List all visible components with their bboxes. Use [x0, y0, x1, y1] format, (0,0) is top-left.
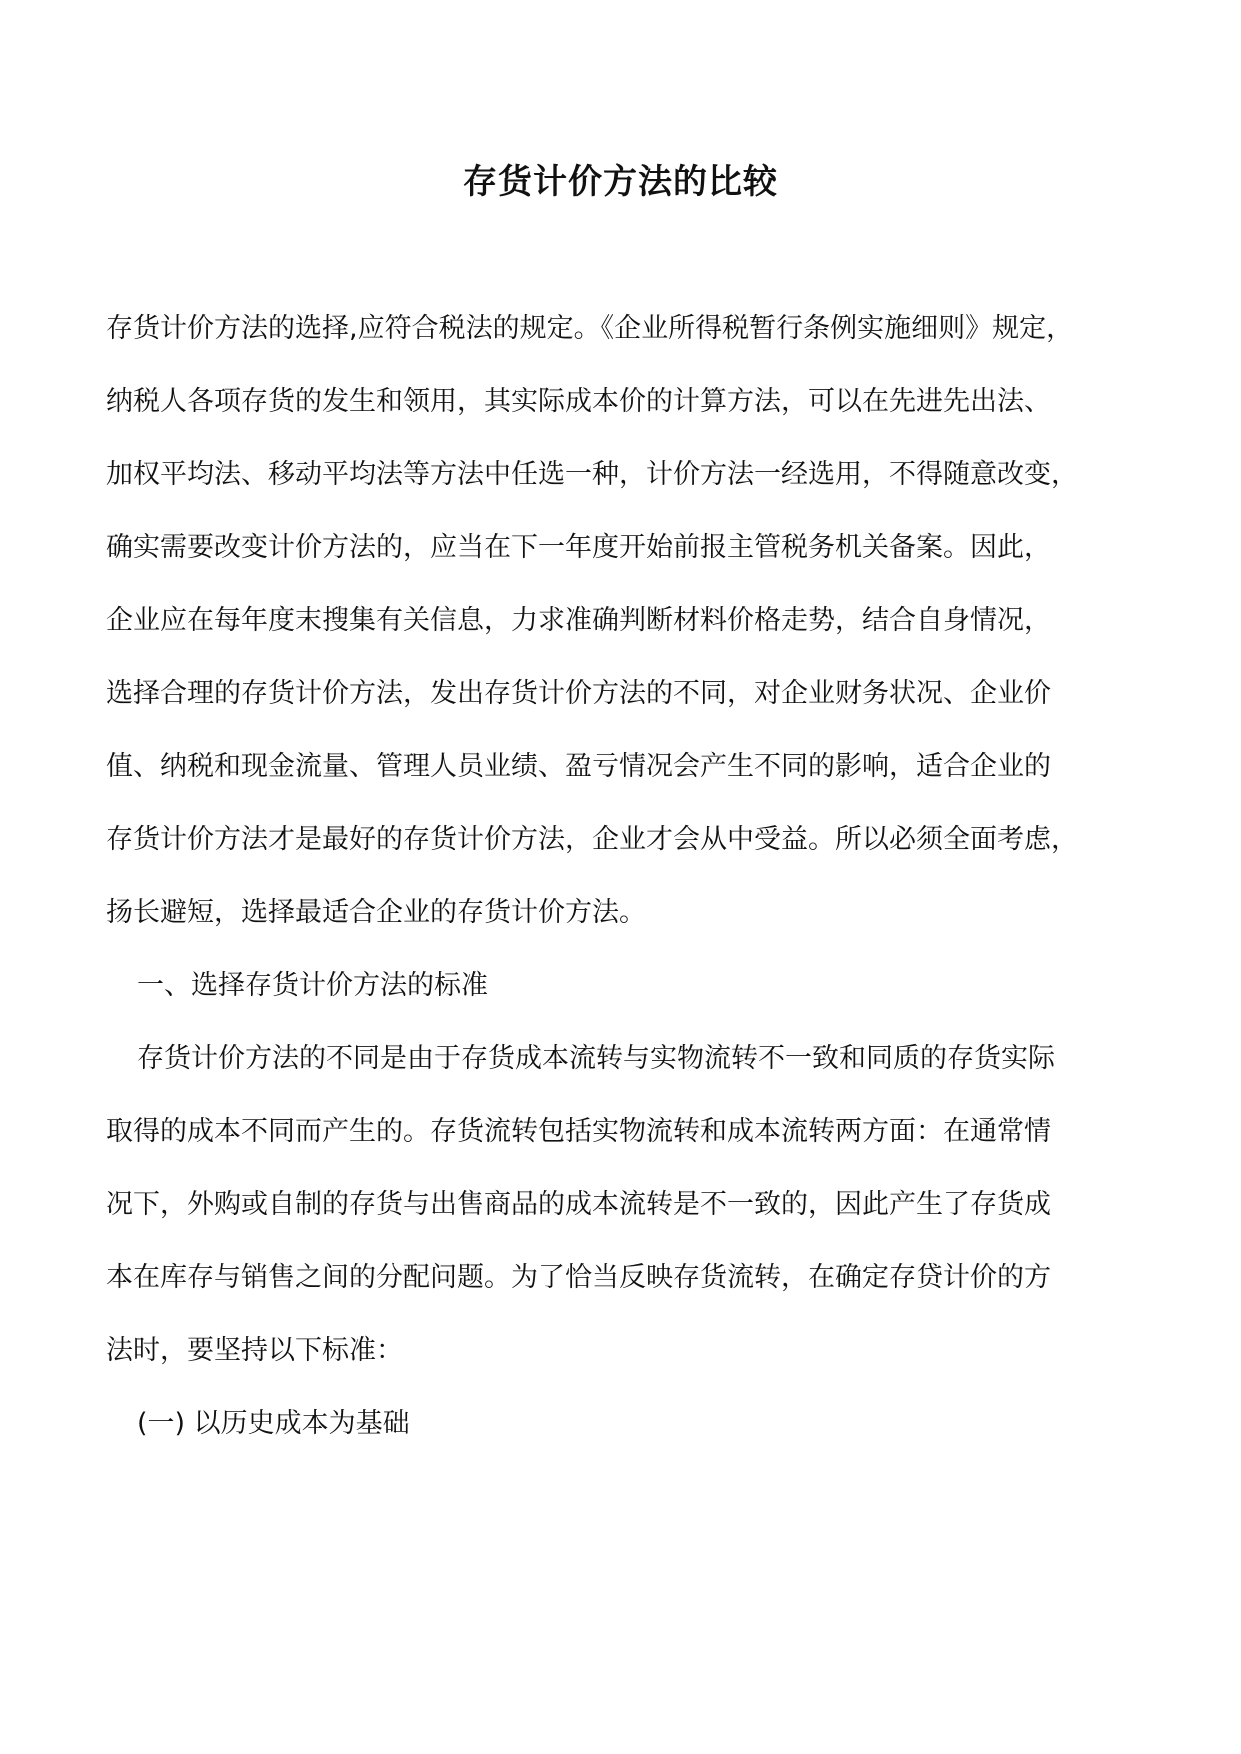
paragraph-2-line-2: 取得的成本不同而产生的。存货流转包括实物流转和成本流转两方面：在通常情 — [106, 1116, 1051, 1147]
paragraph-1-line-1: 存货计价方法的选择,应符合税法的规定。《企业所得税暂行条例实施细则》规定， — [106, 313, 1074, 344]
paragraph-1-line-2: 纳税人各项存货的发生和领用，其实际成本价的计算方法，可以在先进先出法、 — [106, 386, 1051, 417]
paragraph-2-line-4: 本在库存与销售之间的分配问题。为了恰当反映存货流转，在确定存贷计价的方 — [106, 1262, 1051, 1293]
section-heading: 一、选择存货计价方法的标准 — [137, 970, 488, 1001]
paragraph-1-line-5: 企业应在每年度末搜集有关信息，力求准确判断材料价格走势，结合自身情况， — [106, 605, 1051, 636]
subheading: (一) 以历史成本为基础 — [137, 1408, 410, 1439]
paragraph-1-line-3: 加权平均法、移动平均法等方法中任选一种，计价方法一经选用，不得随意改变， — [106, 459, 1078, 490]
paragraph-2-line-3: 况下，外购或自制的存货与出售商品的成本流转是不一致的，因此产生了存货成 — [106, 1189, 1051, 1220]
paragraph-2-line-5: 法时，要坚持以下标准： — [106, 1335, 403, 1366]
paragraph-1-line-8: 存货计价方法才是最好的存货计价方法，企业才会从中受益。所以必须全面考虑， — [106, 824, 1078, 855]
paragraph-1-line-7: 值、纳税和现金流量、管理人员业绩、盈亏情况会产生不同的影响，适合企业的 — [106, 751, 1051, 782]
paragraph-1-line-9: 扬长避短，选择最适合企业的存货计价方法。 — [106, 897, 646, 928]
paragraph-2-line-1: 存货计价方法的不同是由于存货成本流转与实物流转不一致和同质的存货实际 — [137, 1043, 1055, 1074]
paragraph-1-line-4: 确实需要改变计价方法的，应当在下一年度开始前报主管税务机关备案。因此， — [106, 532, 1051, 563]
paragraph-1-line-6: 选择合理的存货计价方法，发出存货计价方法的不同，对企业财务状况、企业价 — [106, 678, 1051, 709]
document-title: 存货计价方法的比较 — [463, 162, 778, 202]
